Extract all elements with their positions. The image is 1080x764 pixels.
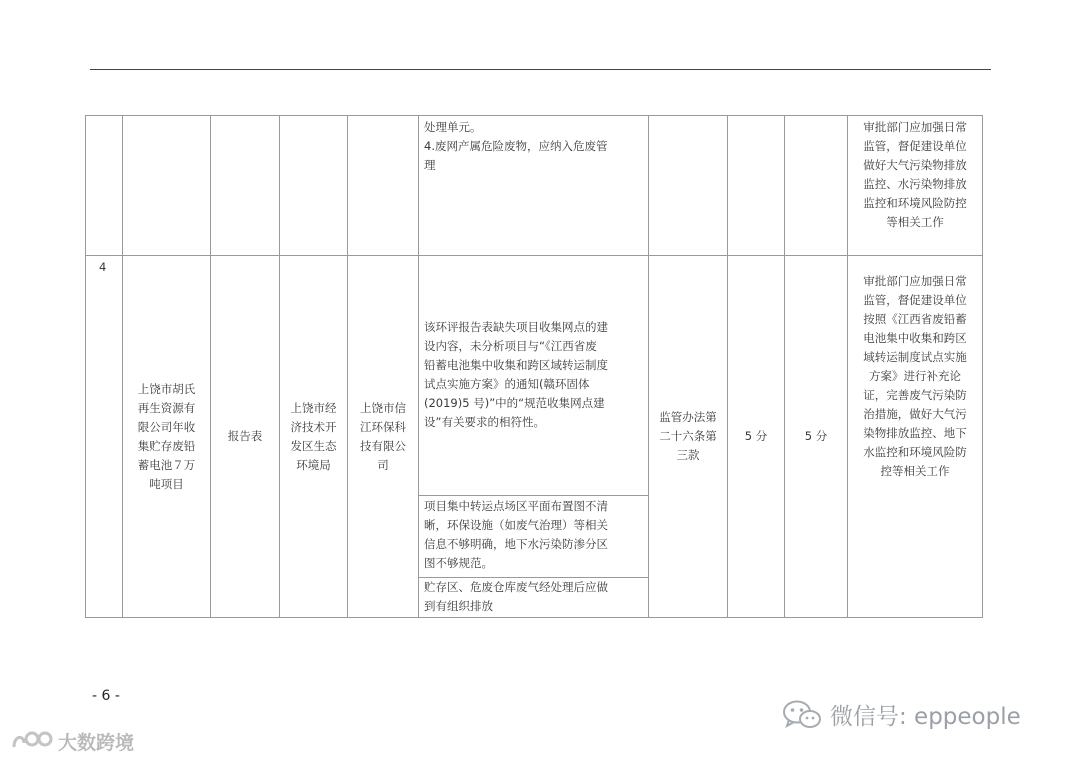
text-line: 染物排放监控、地下 — [863, 426, 967, 440]
page-number: - 6 - — [92, 688, 120, 704]
continued-issue-content — [424, 118, 644, 175]
score-cell — [785, 256, 847, 617]
text-line: 电池集中收集和跨区 — [863, 331, 967, 345]
issue-item — [424, 578, 646, 616]
text-line: 晰，环保设施（如废气治理）等相关 — [424, 518, 608, 532]
text-line: 济技术开 — [290, 419, 337, 434]
text-line: 按照《江西省废铅蓄 — [863, 312, 967, 326]
text-line: 再生资源有 — [137, 400, 196, 415]
logo-watermark — [10, 728, 134, 755]
project-name — [123, 256, 210, 617]
wechat-id-text: 微信号: eppeople — [830, 704, 1021, 730]
approval-department — [280, 256, 347, 617]
text-line: 贮存区、危废仓库废气经处理后应做 — [424, 580, 608, 594]
col-border — [847, 115, 848, 618]
text-line: 审批部门应加强日常 — [863, 274, 967, 288]
text-line: 发区生态 — [290, 438, 337, 453]
text-line: 水监控和环境风险防 — [863, 445, 967, 459]
text-line: 集贮存废铅 — [137, 438, 196, 453]
document-type — [211, 256, 279, 617]
text-line: 信息不够明确，地下水污染防渗分区 — [424, 537, 608, 551]
text-line: 设”有关要求的相符性。 — [424, 415, 545, 429]
wechat-icon — [782, 699, 822, 731]
issue-item — [424, 318, 646, 432]
text-line: 监管，督促建设单位 — [863, 139, 967, 153]
text-line: 技有限公 — [360, 438, 406, 453]
text-line: 监管办法第 — [659, 410, 717, 424]
text-line: 理 — [424, 158, 436, 172]
text-line: 三款 — [676, 448, 700, 462]
text-line: 做好大气污染物排放 — [863, 158, 967, 172]
regulation-clause — [649, 256, 727, 617]
text-line: 项目集中转运点场区平面布置图不清 — [424, 499, 608, 513]
text-line: 限公司年收 — [137, 419, 196, 434]
text-line: 监控和环境风险防控 — [863, 196, 967, 210]
text-line: 司 — [377, 457, 389, 472]
col-border — [85, 115, 86, 618]
text-line: 上饶市经 — [290, 400, 337, 415]
text-line: 处理单元。 — [424, 120, 482, 134]
text-line: 方案》进行补充论 — [869, 369, 961, 383]
row-number: 4 — [99, 260, 107, 274]
text-line: 4.废网产属危险废物，应纳入危废管 — [424, 139, 608, 153]
wechat-watermark — [782, 698, 1021, 731]
text-line: 等相关工作 — [886, 215, 944, 229]
text-line: (2019)5 号)”中的“规范收集网点建 — [424, 396, 605, 410]
text-line: 治措施，做好大气污 — [863, 407, 967, 421]
text-line: 5 分 — [804, 429, 828, 443]
text-line: 蓄电池７万 — [137, 457, 196, 472]
text-line: 二十六条第 — [659, 429, 717, 443]
text-line: 环境局 — [296, 457, 331, 472]
text-line: 审批部门应加强日常 — [863, 120, 967, 134]
infinity-logo-icon — [10, 729, 54, 755]
text-line: 上饶市胡氏 — [137, 381, 196, 396]
text-line: 江环保科 — [360, 419, 406, 434]
text-line: 域转运制度试点实施 — [863, 350, 967, 364]
logo-text: 大数跨境 — [58, 732, 135, 754]
col-border — [982, 115, 983, 618]
text-line: 到有组织排放 — [424, 599, 493, 613]
col-border — [418, 115, 419, 618]
text-line: 吨项目 — [149, 476, 184, 491]
text-line: 监管，督促建设单位 — [863, 293, 967, 307]
text-line: 5 分 — [744, 429, 768, 443]
text-line: 报告表 — [227, 429, 263, 443]
text-line: 设内容，未分析项目与“《江西省废 — [424, 339, 597, 353]
text-line: 该环评报告表缺失项目收集网点的建 — [424, 320, 608, 334]
text-line: 控等相关工作 — [880, 464, 950, 478]
score-cell — [728, 256, 784, 617]
text-line: 证，完善废气污染防 — [863, 388, 967, 402]
handling-suggestion — [850, 272, 980, 481]
issue-item — [424, 497, 646, 573]
text-line: 铅蓄电池集中收集和跨区域转运制度 — [424, 358, 608, 372]
text-line: 图不够规范。 — [424, 556, 493, 570]
eia-organization — [348, 256, 418, 617]
continued-suggestion — [850, 118, 980, 232]
text-line: 试点实施方案》的通知(赣环固体 — [424, 377, 590, 391]
text-line: 上饶市信 — [360, 400, 406, 415]
text-line: 监控、水污染物排放 — [863, 177, 967, 191]
issue-divider — [418, 495, 648, 496]
